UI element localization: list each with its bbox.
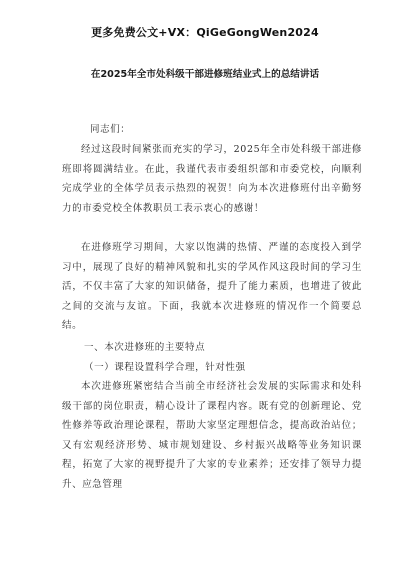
paragraph-congratulations: 经过这段时间紧张而充实的学习，2025年全市处科级干部进修班即将圆满结业。在此，我谨代表市委组织部和市委党校，向顺利完成学业的全体学员表示热烈的祝贺！向为本次进修班付出辛勤努力的市委党校全体教职员工表示衷心的感谢！ <box>62 144 362 214</box>
document-title: 在2025年全市处科级干部进修班结业式上的总结讲话 <box>90 69 320 80</box>
paragraph-study-summary: 在进修班学习期间，大家以饱满的热情、严谨的态度投入到学习中，展现了良好的精神风貌和扎实的学风作风这段时间的学习生活，不仅丰富了大家的知识储备，提升了能力素质，也增进了彼此之间的交流与友谊。下面，我就本次进修班的情况作一个简要总结。 <box>62 242 362 331</box>
watermark-banner: 更多免费公文+VX：QiGeGongWen2024 <box>91 26 319 39</box>
paragraph-curriculum: 本次进修班紧密结合当前全市经济社会发展的实际需求和处科级干部的岗位职责，精心设计了课程内容。既有党的创新理论、党性修养等政治理论课程，帮助大家坚定理想信念，提高政治站位；又有宏观经济形势、城市规划建设、乡村振兴战略等业务知识课程，拓宽了大家的视野提升了大家的专业素养；还安排了领导力提升、应急管理 <box>62 381 362 490</box>
subsection-heading: （一）课程设置科学合理，针对性强 <box>84 362 246 373</box>
salutation: 同志们： <box>90 124 131 135</box>
section-heading: 一、本次进修班的主要特点 <box>84 342 206 353</box>
